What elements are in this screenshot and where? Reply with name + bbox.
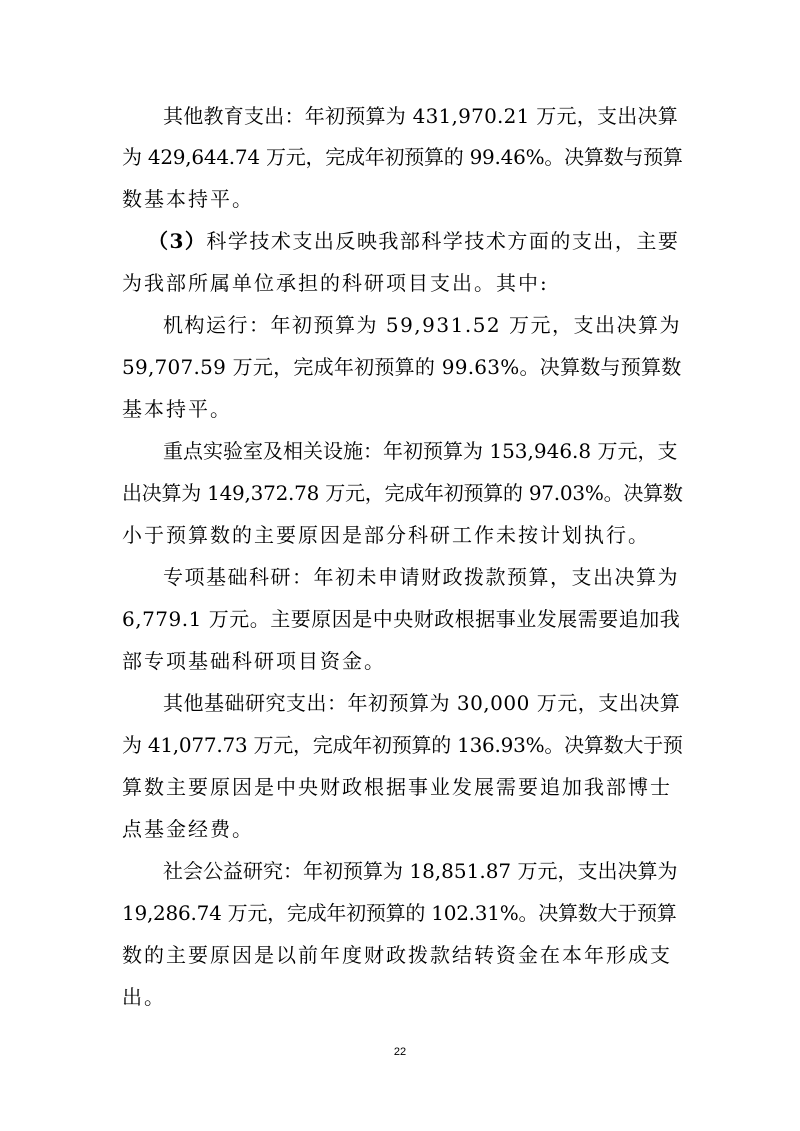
paragraph-1-line-2: 为 429,644.74 万元，完成年初预算的 99.46%。决算数与预算: [122, 145, 683, 169]
paragraph-7-line-1: 社会公益研究：年初预算为 18,851.87 万元，支出决算为: [163, 859, 678, 883]
section-marker: （3）: [148, 229, 207, 253]
paragraph-5-line-2: 6,779.1 万元。主要原因是中央财政根据事业发展需要追加我: [122, 607, 681, 631]
paragraph-4-line-3: 小于预算数的主要原因是部分科研工作未按计划执行。: [122, 523, 650, 547]
paragraph-6-line-2: 为 41,077.73 万元，完成年初预算的 136.93%。决算数大于预: [122, 733, 683, 757]
paragraph-3-line-2: 59,707.59 万元，完成年初预算的 99.63%。决算数与预算数: [122, 355, 682, 379]
paragraph-6-line-4: 点基金经费。: [122, 817, 254, 841]
paragraph-2-line-1: [148, 226, 679, 256]
paragraph-6-line-3: 算数主要原因是中央财政根据事业发展需要追加我部博士: [122, 775, 672, 799]
paragraph-5-line-1: 专项基础科研：年初未申请财政拨款预算，支出决算为: [163, 565, 679, 589]
paragraph-6-line-1: 其他基础研究支出：年初预算为 30,000 万元，支出决算: [163, 691, 681, 715]
paragraph-3-line-1: 机构运行：年初预算为 59,931.52 万元，支出决算为: [163, 313, 682, 337]
paragraph-7-line-3: 数的主要原因是以前年度财政拨款结转资金在本年形成支: [122, 943, 672, 967]
paragraph-4-line-1: 重点实验室及相关设施：年初预算为 153,946.8 万元，支: [163, 439, 678, 463]
paragraph-4-line-2: 出决算为 149,372.78 万元，完成年初预算的 97.03%。决算数: [122, 481, 683, 505]
paragraph-5-line-3: 部专项基础科研项目资金。: [122, 649, 386, 673]
paragraph-1-line-3: 数基本持平。: [122, 187, 254, 211]
paragraph-2-line-1-text: 科学技术支出反映我部科学技术方面的支出，主要: [206, 229, 680, 253]
paragraph-7-line-4: 出。: [122, 985, 166, 1009]
page-number: 22: [393, 1046, 407, 1058]
paragraph-7-line-2: 19,286.74 万元，完成年初预算的 102.31%。决算数大于预算: [122, 901, 677, 925]
paragraph-3-line-3: 基本持平。: [122, 397, 232, 421]
paragraph-2-line-2: 为我部所属单位承担的科研项目支出。其中:: [122, 271, 549, 295]
paragraph-1-line-1: 其他教育支出：年初预算为 431,970.21 万元，支出决算: [163, 104, 678, 128]
